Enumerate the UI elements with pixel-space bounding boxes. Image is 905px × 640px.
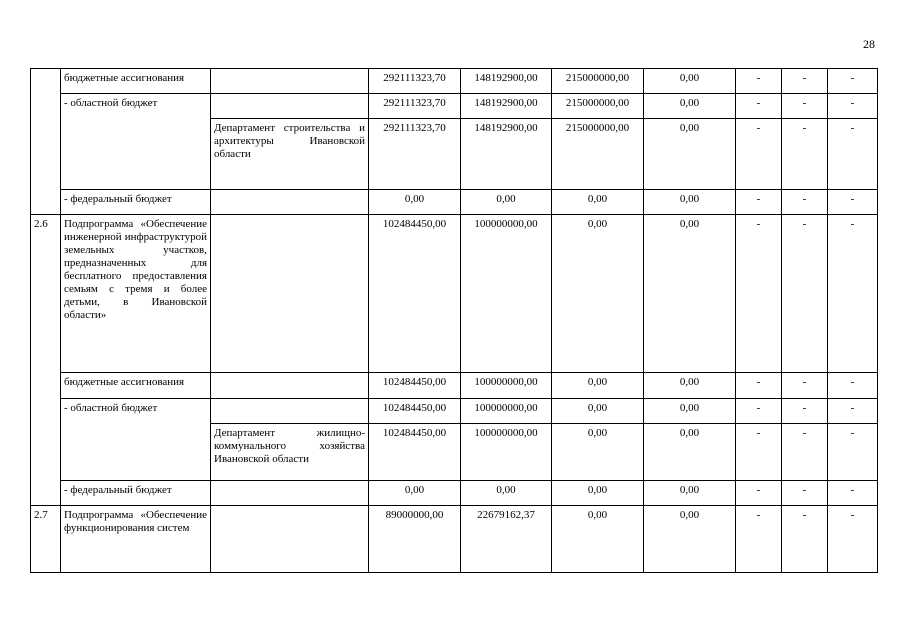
row-index: 2.7: [31, 506, 61, 573]
amount-cell: -: [736, 399, 782, 424]
amount-cell: 100000000,00: [461, 215, 552, 373]
amount-cell: -: [828, 190, 878, 215]
budget-table: [30, 68, 878, 573]
amount-cell: 0,00: [552, 190, 644, 215]
table-row: [31, 69, 878, 94]
amount-cell: -: [782, 481, 828, 506]
row-index: [31, 69, 61, 215]
amount-cell: 89000000,00: [369, 506, 461, 573]
amount-cell: 0,00: [644, 399, 736, 424]
amount-cell: 0,00: [644, 69, 736, 94]
row-label: - федеральный бюджет: [61, 190, 211, 215]
row-label: - областной бюджет: [61, 399, 211, 481]
row-executor: Департамент жилищно-коммунального хозяйства Ивановской области: [211, 424, 369, 481]
amount-cell: 100000000,00: [461, 373, 552, 399]
page-number: 28: [863, 37, 875, 51]
amount-cell: 0,00: [552, 399, 644, 424]
amount-cell: 0,00: [644, 190, 736, 215]
amount-cell: 0,00: [552, 424, 644, 481]
table-row: [31, 215, 878, 373]
amount-cell: 0,00: [644, 424, 736, 481]
amount-cell: -: [828, 215, 878, 373]
amount-cell: 0,00: [461, 190, 552, 215]
amount-cell: 215000000,00: [552, 119, 644, 190]
amount-cell: 0,00: [552, 481, 644, 506]
amount-cell: 148192900,00: [461, 119, 552, 190]
row-label: бюджетные ассигнования: [61, 373, 211, 399]
row-label: Подпрограмма «Обеспечение функционирования систем: [61, 506, 211, 573]
amount-cell: -: [782, 399, 828, 424]
amount-cell: -: [736, 94, 782, 119]
table-row: [31, 190, 878, 215]
row-executor: [211, 373, 369, 399]
amount-cell: 100000000,00: [461, 399, 552, 424]
amount-cell: -: [828, 119, 878, 190]
amount-cell: 0,00: [461, 481, 552, 506]
row-executor: [211, 215, 369, 373]
amount-cell: -: [736, 481, 782, 506]
amount-cell: -: [736, 215, 782, 373]
row-executor: Департамент строительства и архитектуры Ивановской области: [211, 119, 369, 190]
amount-cell: 0,00: [552, 506, 644, 573]
amount-cell: -: [782, 215, 828, 373]
amount-cell: 148192900,00: [461, 69, 552, 94]
amount-cell: 0,00: [644, 373, 736, 399]
amount-cell: 0,00: [644, 506, 736, 573]
amount-cell: -: [828, 69, 878, 94]
amount-cell: 102484450,00: [369, 399, 461, 424]
amount-cell: -: [736, 506, 782, 573]
amount-cell: -: [782, 69, 828, 94]
row-label: бюджетные ассигнования: [61, 69, 211, 94]
amount-cell: -: [828, 94, 878, 119]
row-executor: [211, 94, 369, 119]
amount-cell: 102484450,00: [369, 424, 461, 481]
table-row: [31, 94, 878, 119]
amount-cell: -: [828, 506, 878, 573]
row-executor: [211, 190, 369, 215]
row-executor: [211, 399, 369, 424]
row-index: 2.6: [31, 215, 61, 506]
row-label: - федеральный бюджет: [61, 481, 211, 506]
amount-cell: 0,00: [644, 215, 736, 373]
amount-cell: 0,00: [644, 94, 736, 119]
amount-cell: -: [828, 399, 878, 424]
table-row: [31, 506, 878, 573]
amount-cell: -: [828, 373, 878, 399]
amount-cell: 292111323,70: [369, 69, 461, 94]
amount-cell: 0,00: [644, 119, 736, 190]
amount-cell: 292111323,70: [369, 94, 461, 119]
amount-cell: 0,00: [644, 481, 736, 506]
row-executor: [211, 481, 369, 506]
row-executor: [211, 69, 369, 94]
amount-cell: 0,00: [552, 215, 644, 373]
row-executor: [211, 506, 369, 573]
table-row: [31, 481, 878, 506]
row-label: Подпрограмма «Обеспечение инженерной инфраструктурой земельных участков, предназначенных для бесплатного предоставления семьям с тремя и более детьми, в Ивановской области»: [61, 215, 211, 373]
table-row: [31, 373, 878, 399]
amount-cell: 100000000,00: [461, 424, 552, 481]
amount-cell: 0,00: [369, 481, 461, 506]
amount-cell: -: [736, 190, 782, 215]
amount-cell: 22679162,37: [461, 506, 552, 573]
amount-cell: 0,00: [552, 373, 644, 399]
table-row: [31, 399, 878, 424]
amount-cell: 148192900,00: [461, 94, 552, 119]
amount-cell: -: [736, 424, 782, 481]
row-label: - областной бюджет: [61, 94, 211, 190]
amount-cell: -: [782, 94, 828, 119]
amount-cell: 215000000,00: [552, 69, 644, 94]
amount-cell: 102484450,00: [369, 373, 461, 399]
amount-cell: -: [782, 424, 828, 481]
amount-cell: -: [782, 373, 828, 399]
amount-cell: -: [828, 481, 878, 506]
amount-cell: -: [782, 190, 828, 215]
amount-cell: 0,00: [369, 190, 461, 215]
amount-cell: -: [782, 119, 828, 190]
amount-cell: -: [782, 506, 828, 573]
amount-cell: -: [828, 424, 878, 481]
amount-cell: -: [736, 119, 782, 190]
amount-cell: -: [736, 373, 782, 399]
amount-cell: 215000000,00: [552, 94, 644, 119]
amount-cell: 292111323,70: [369, 119, 461, 190]
amount-cell: -: [736, 69, 782, 94]
amount-cell: 102484450,00: [369, 215, 461, 373]
